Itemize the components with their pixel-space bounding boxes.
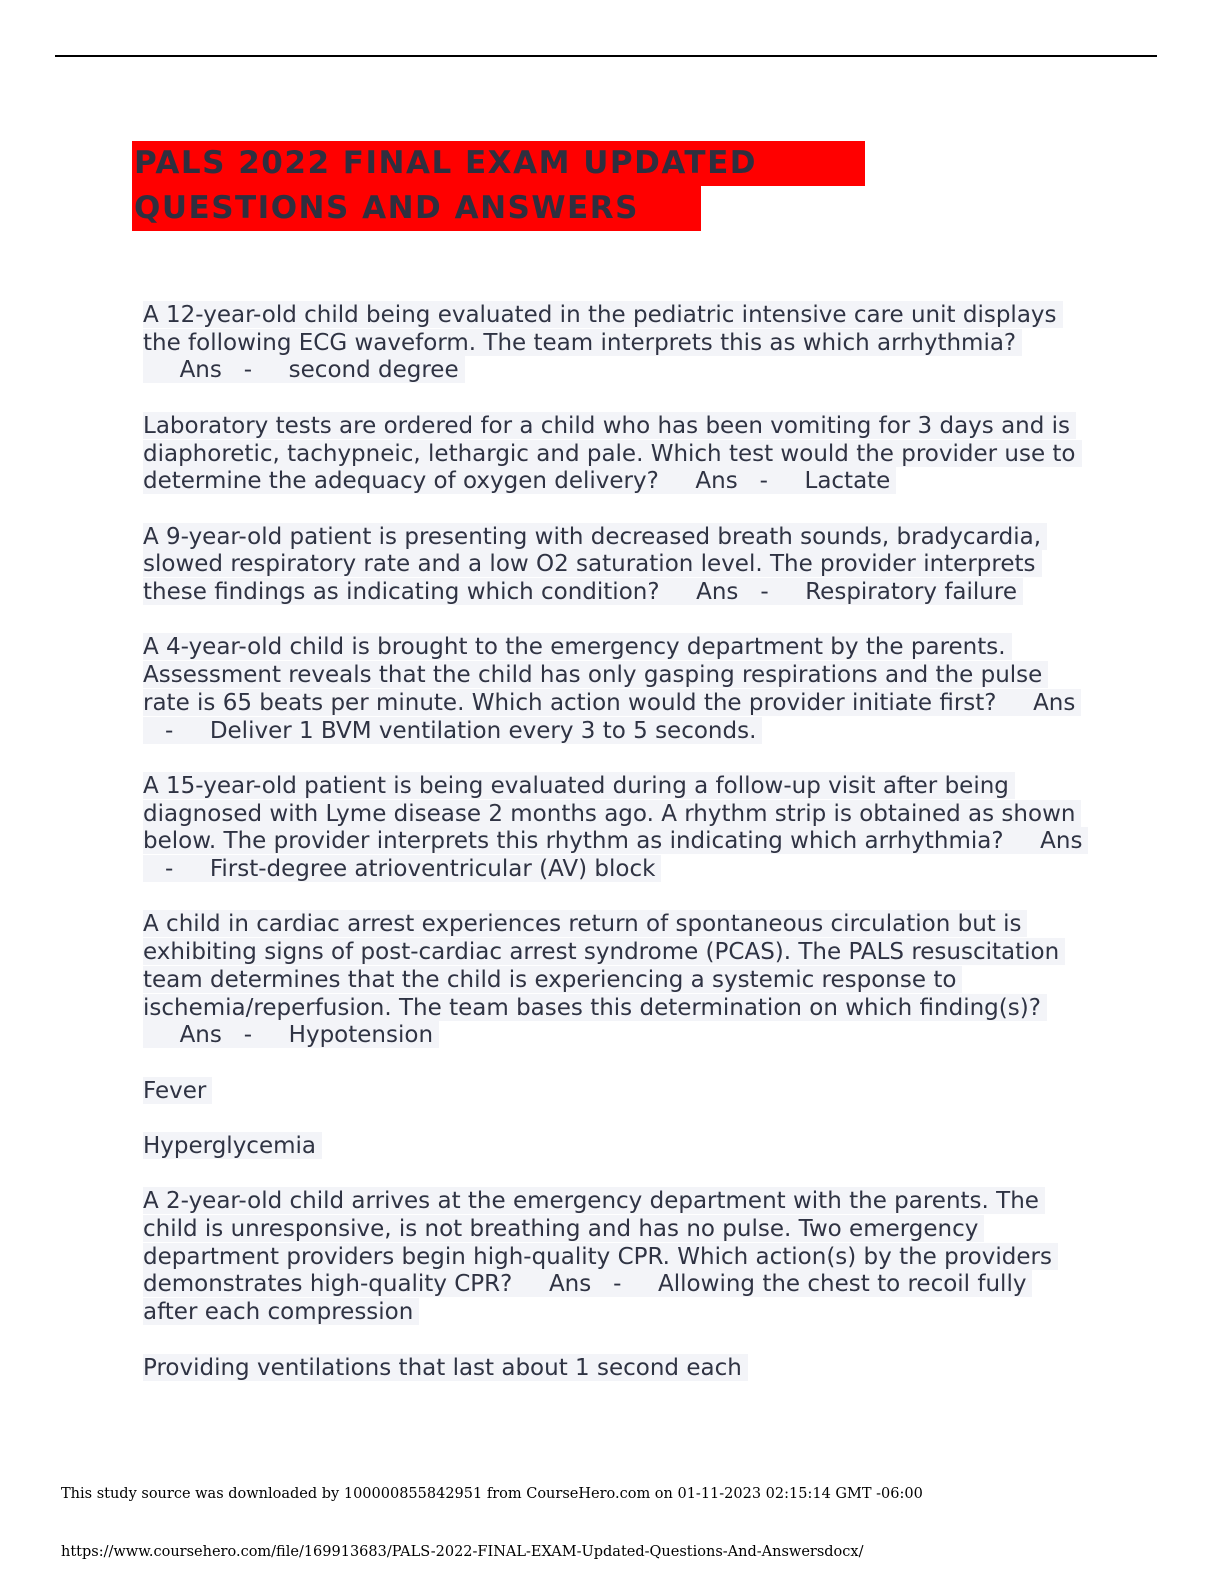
qa-item-3 xyxy=(143,524,1083,607)
question-text: A child in cardiac arrest experiences return of spontaneous circulation but is exhibiting signs of post-cardiac arrest syndrome (PCAS). The PALS resuscitation team determines that the child is experiencing a systemic response to ischemia/reperfusion. The team bases this determination on which finding(s)? xyxy=(143,911,1060,1021)
qa-item-6 xyxy=(143,911,1083,1050)
ans-dash: - xyxy=(243,357,253,384)
qa-item-1 xyxy=(143,302,1083,385)
ans-dash: - xyxy=(164,717,174,744)
ans-label: Ans xyxy=(695,468,738,495)
ans-label: Ans xyxy=(179,1022,222,1049)
qa-item-2 xyxy=(143,413,1083,496)
answer-text: Deliver 1 BVM ventilation every 3 to 5 seconds. xyxy=(209,717,757,744)
answer-text: second degree xyxy=(288,357,459,384)
answer-text: Providing ventilations that last about 1 second each xyxy=(143,1354,748,1381)
answer-continuation-ventilations xyxy=(143,1355,1083,1383)
qa-item-4 xyxy=(143,634,1083,745)
title-line-1: PALS 2022 FINAL EXAM UPDATED xyxy=(132,141,865,186)
question-text: A 12-year-old child being evaluated in the pediatric intensive care unit displays the following ECG waveform. The team interprets this as which arrhythmia? xyxy=(143,302,1057,356)
answer-text: Lactate xyxy=(804,468,891,495)
ans-label: Ans xyxy=(548,1271,592,1298)
answer-text: Allowing the chest to recoil fully after each compression xyxy=(143,1271,1027,1326)
ans-label: Ans xyxy=(179,357,222,384)
answer-text: Hypotension xyxy=(288,1022,434,1049)
top-rule xyxy=(55,55,1157,57)
question-text: A 4-year-old child is brought to the emergency department by the parents. Assessment reveals that the child has only gasping respirations and the pulse rate is 65 beats per minute. Which action would the provider initiate first? xyxy=(143,634,1043,716)
source-url[interactable]: https://www.coursehero.com/file/169913683/PALS-2022-FINAL-EXAM-Updated-Questions-And-Answersdocx/ xyxy=(61,1544,864,1560)
question-text: Laboratory tests are ordered for a child who has been vomiting for 3 days and is diaphoretic, tachypneic, lethargic and pale. Which test would the provider use to determine the adequacy of oxygen delivery? xyxy=(143,412,1076,495)
question-text: A 15-year-old patient is being evaluated during a follow-up visit after being diagnosed with Lyme disease 2 months ago. A rhythm strip is obtained as shown below. The provider interprets this rhythm as indicating which arrhythmia? xyxy=(143,772,1076,855)
question-text: A 9-year-old patient is presenting with decreased breath sounds, bradycardia, slowed respiratory rate and a low O2 saturation level. The provider interprets these findings as indicating which condition? xyxy=(143,523,1042,605)
download-source-note: This study source was downloaded by 100000855842951 from CourseHero.com on 01-11-2023 02:15:14 GMT -06:00 xyxy=(61,1486,923,1502)
qa-item-5 xyxy=(143,773,1083,884)
answer-text: Hyperglycemia xyxy=(143,1132,322,1159)
answer-text: First-degree atrioventricular (AV) block xyxy=(209,856,656,882)
document-body xyxy=(143,302,1083,1410)
title-line-2: QUESTIONS AND ANSWERS xyxy=(132,186,701,231)
qa-item-7 xyxy=(143,1188,1083,1327)
ans-dash: - xyxy=(760,579,769,605)
ans-label: Ans xyxy=(1033,689,1076,716)
document-title xyxy=(132,141,865,231)
ans-dash: - xyxy=(243,1022,253,1049)
ans-dash: - xyxy=(164,856,174,882)
ans-label: Ans xyxy=(696,579,739,605)
answer-text: Respiratory failure xyxy=(805,579,1017,605)
answer-continuation-fever xyxy=(143,1078,1083,1106)
answer-continuation-hyperglycemia xyxy=(143,1133,1083,1161)
ans-dash: - xyxy=(613,1271,622,1298)
ans-label: Ans xyxy=(1040,828,1083,855)
answer-text: Fever xyxy=(143,1077,212,1104)
question-text: A 2-year-old child arrives at the emergency department with the parents. The child is unresponsive, is not breathing and has no pulse. Two emergency department providers begin high-quality CPR. Which action(s) by the providers demonstrates high-quality CPR? xyxy=(143,1188,1052,1298)
ans-dash: - xyxy=(759,468,768,495)
